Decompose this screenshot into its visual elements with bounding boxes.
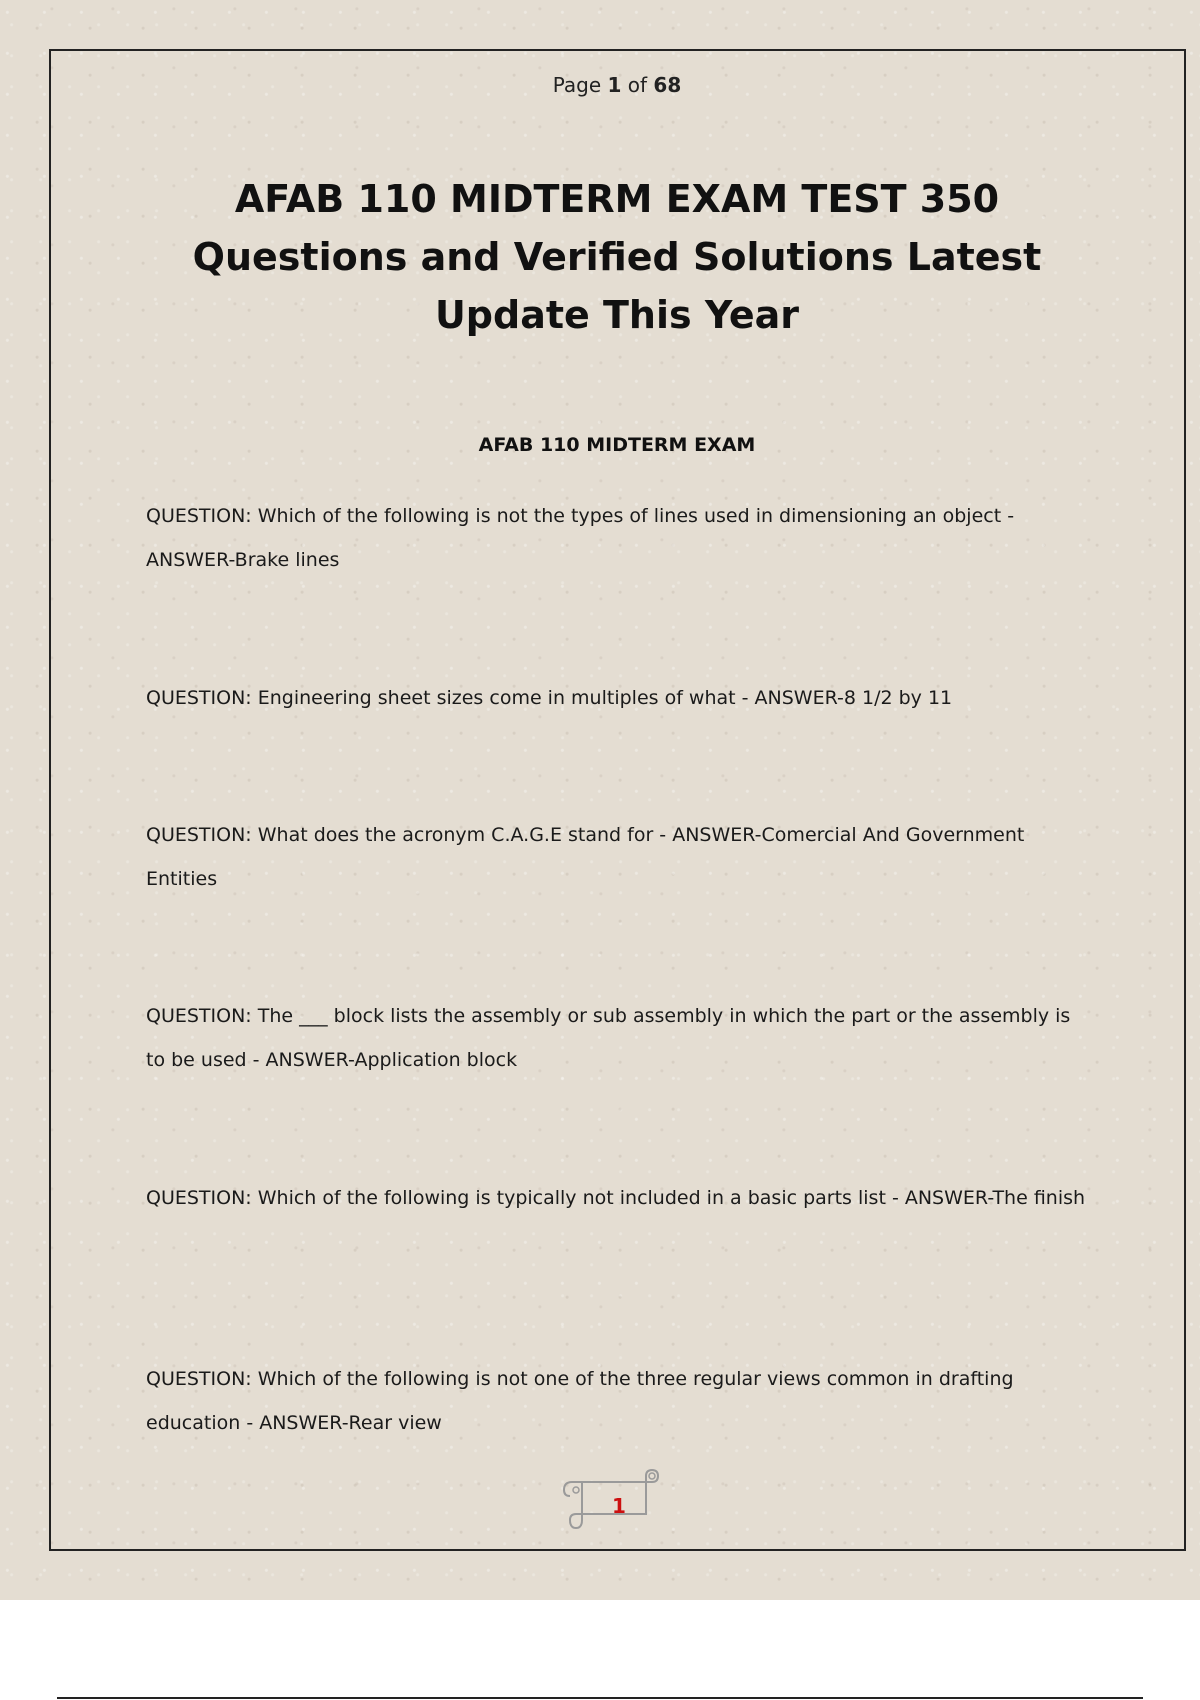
qa-item-5: QUESTION: Which of the following is typically not included in a basic parts list - ANSWER-The finish [146,1187,1086,1209]
page-total: 68 [653,73,682,97]
footer-page-number: 1 [612,1494,626,1518]
page-current: 1 [607,73,622,97]
qa-item-6: QUESTION: Which of the following is not one of the three regular views common in drafting education - ANSWER-Rear view [146,1368,1014,1434]
page-of: of [627,73,648,97]
document-subtitle: AFAB 110 MIDTERM EXAM [478,434,756,456]
page-prefix: Page [552,73,602,97]
document-title: AFAB 110 MIDTERM EXAM TEST 350 Questions and Verified Solutions Latest Update This Year [192,177,1042,337]
page-indicator [0,73,1200,97]
qa-item-4: QUESTION: The ___ block lists the assembly or sub assembly in which the part or the assembly is to be used - ANSWER-Application block [146,1005,1071,1071]
qa-item-2: QUESTION: Engineering sheet sizes come in multiples of what - ANSWER-8 1/2 by 11 [146,687,953,709]
qa-item-3: QUESTION: What does the acronym C.A.G.E stand for - ANSWER-Comercial And Government Entities [146,824,1025,890]
bottom-divider [57,1697,1143,1699]
qa-item-1: QUESTION: Which of the following is not the types of lines used in dimensioning an object - ANSWER-Brake lines [146,505,1015,571]
